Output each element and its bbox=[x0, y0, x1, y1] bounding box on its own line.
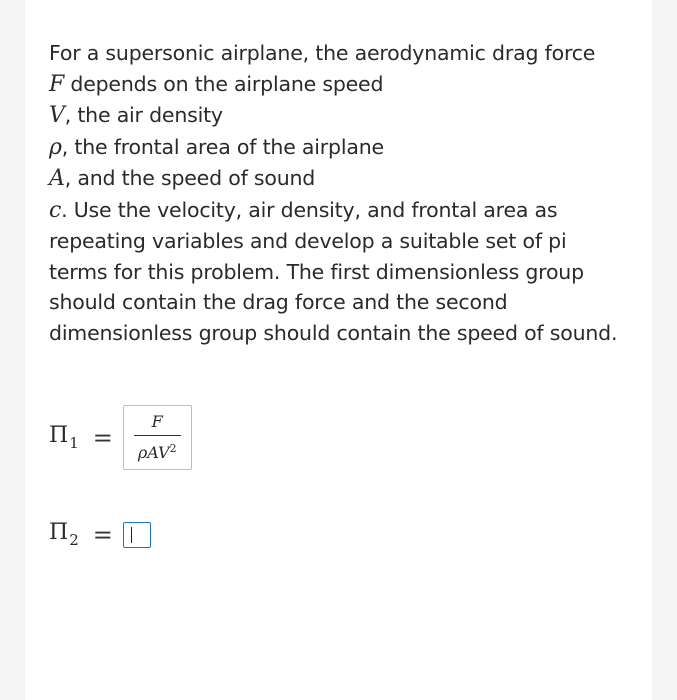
equals-sign: = bbox=[92, 520, 113, 549]
pi1-label: $\Pi_1$ bbox=[49, 423, 79, 452]
text-cursor bbox=[131, 527, 132, 543]
problem-line: should contain the drag force and the second bbox=[49, 290, 508, 314]
math-variable: V bbox=[49, 103, 65, 128]
math-variable: A bbox=[49, 166, 65, 191]
pi1-fraction bbox=[134, 412, 181, 463]
pi1-denominator: ρAV$^2$ bbox=[137, 442, 177, 462]
problem-line: c. Use the velocity, air density, and frontal area as bbox=[49, 197, 558, 223]
math-variable: F bbox=[49, 71, 65, 97]
fraction-bar bbox=[134, 435, 181, 436]
math-variable: c bbox=[49, 197, 62, 223]
problem-line: F depends on the airplane speed bbox=[49, 71, 384, 97]
math-variable: ρ bbox=[49, 134, 62, 160]
pi1-equation bbox=[49, 405, 192, 470]
pi2-label: $\Pi_2$ bbox=[49, 520, 79, 549]
problem-line: terms for this problem. The first dimensionless group bbox=[49, 259, 584, 284]
question-card bbox=[25, 0, 652, 700]
problem-line: ρ, the frontal area of the airplane bbox=[49, 134, 384, 160]
pi1-numerator: F bbox=[151, 412, 163, 431]
problem-line: dimensionless group should contain the speed of sound. bbox=[49, 320, 618, 345]
problem-line: A, and the speed of sound bbox=[49, 166, 316, 191]
problem-line: repeating variables and develop a suitable set of pi bbox=[49, 229, 567, 253]
pi2-answer-field[interactable] bbox=[123, 522, 151, 548]
problem-statement bbox=[49, 38, 639, 348]
pi1-answer-field[interactable] bbox=[123, 405, 192, 470]
equals-sign: = bbox=[92, 423, 113, 452]
problem-line: V, the air density bbox=[49, 103, 223, 128]
pi2-equation bbox=[49, 520, 151, 549]
problem-line: For a supersonic airplane, the aerodynamic drag force bbox=[49, 41, 596, 65]
